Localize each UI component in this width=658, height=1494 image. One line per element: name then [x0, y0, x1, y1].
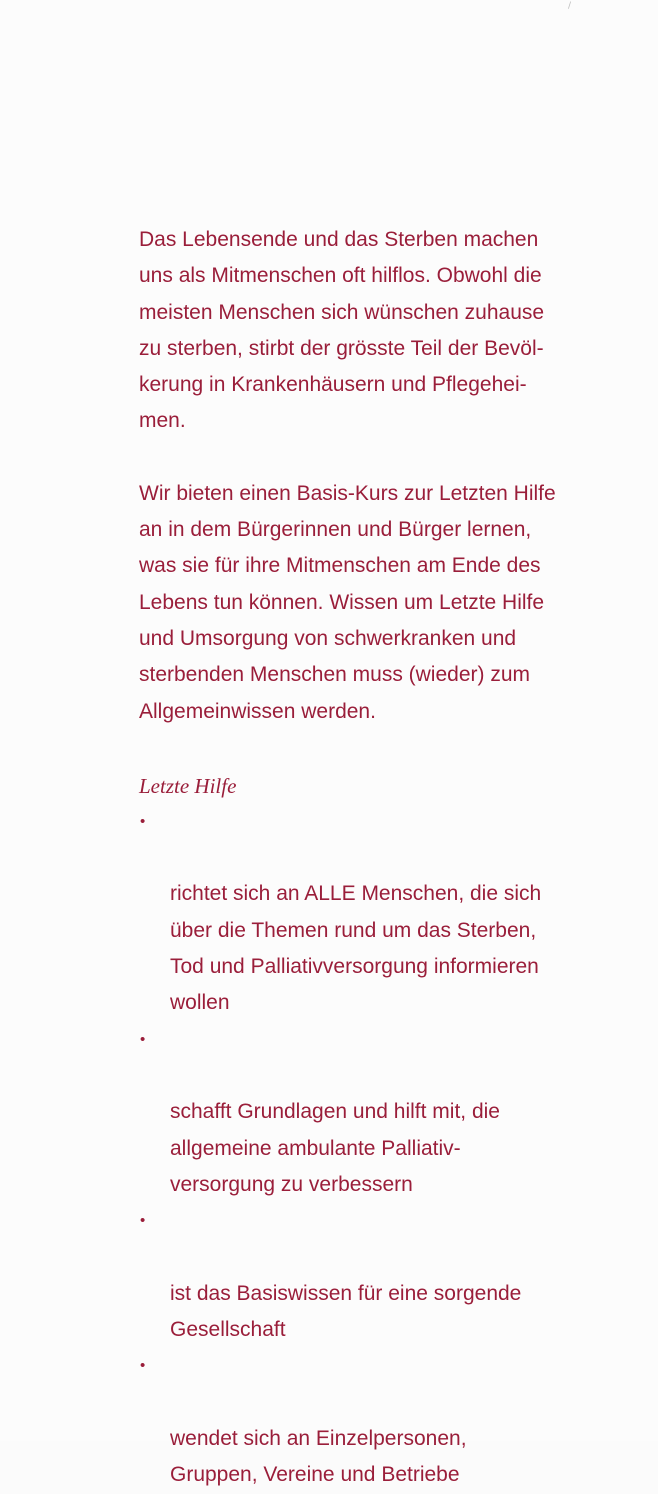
intro-paragraph-1: Das Lebensende und das Sterben machen uns als Mitmenschen oft hilflos. Obwohl die meisten Menschen sich wünschen zuhause zu sterben, stirbt der grösste Teil der Bevöl- kerung in Krankenhäusern und Pflegehei- men.: [139, 228, 545, 433]
list-item: [139, 1348, 629, 1493]
bullet-icon: •: [140, 1030, 146, 1048]
list-item: [139, 804, 629, 1022]
bullet-icon: •: [140, 1357, 146, 1375]
bullet-list: [139, 804, 629, 1494]
list-item-text: ist das Basiswissen für eine sorgende Gesellschaft: [170, 1281, 522, 1342]
bullet-icon: •: [140, 812, 146, 830]
list-item-text: richtet sich an ALLE Menschen, die sich über die Themen rund um das Sterben, Tod und Palliativversorgung informieren wollen: [170, 882, 542, 1015]
list-item-text: wendet sich an Einzelpersonen, Gruppen, Vereine und Betriebe: [170, 1426, 467, 1487]
bullet-icon: •: [140, 1212, 146, 1230]
intro-paragraph-2: Wir bieten einen Basis-Kurs zur Letzten Hilfe an in dem Bürgerinnen und Bürger lernen, was sie für ihre Mitmenschen am Ende des Lebens tun können. Wissen um Letzte Hilfe und Umsorgung von schwerkranken und sterbenden Menschen muss (wieder) zum Allgemeinwissen werden.: [139, 481, 556, 723]
list-item: [139, 1022, 629, 1203]
list-item: [139, 1203, 629, 1348]
list-item-text: schafft Grundlagen und hilft mit, die allgemeine ambulante Palliativ- versorgung zu verbessern: [170, 1100, 500, 1196]
section-heading: Letzte Hilfe: [139, 773, 237, 798]
scan-mark: /: [568, 1, 572, 11]
document-content: [139, 222, 629, 1494]
